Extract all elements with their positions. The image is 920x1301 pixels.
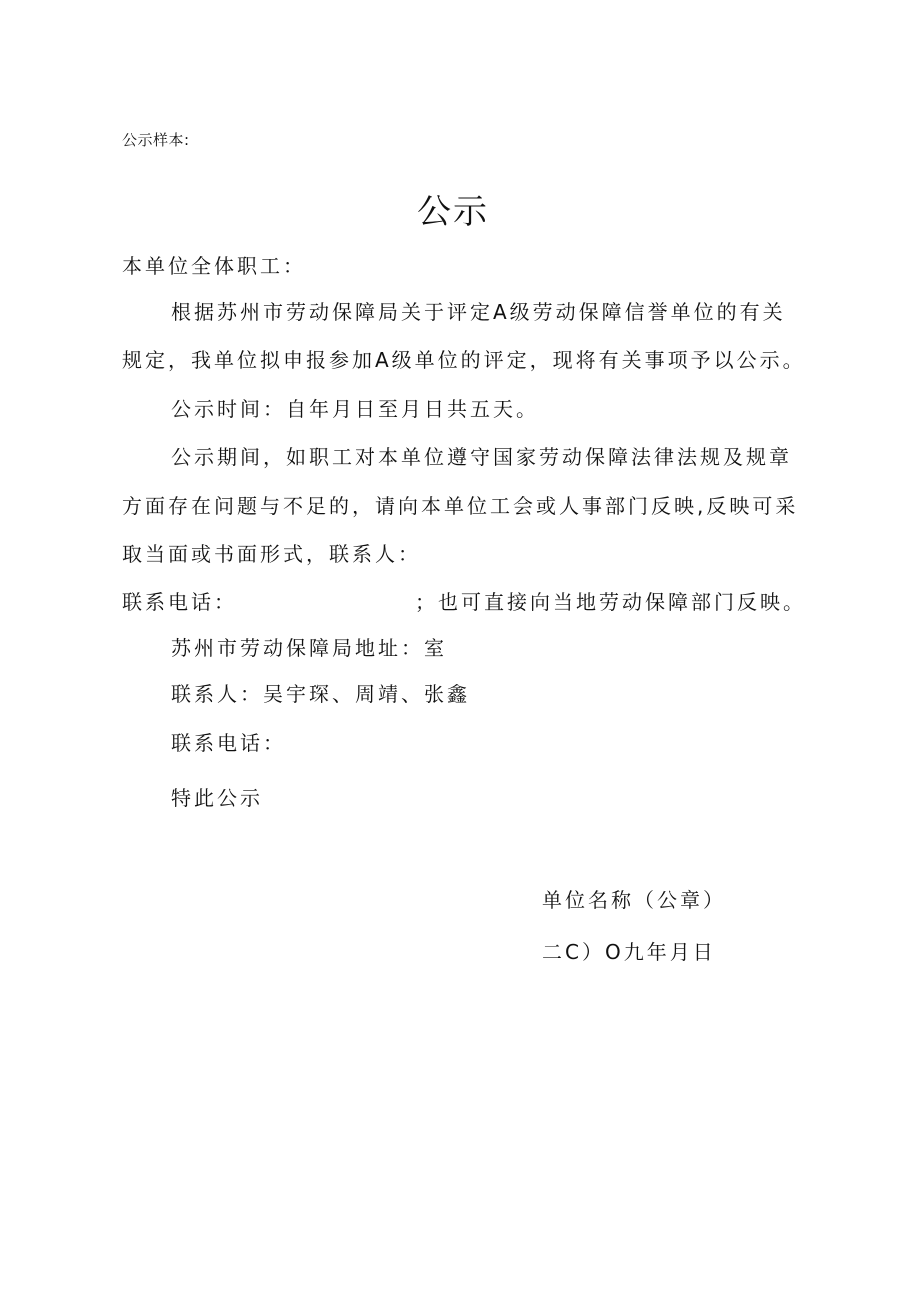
phone-line — [122, 588, 806, 616]
phone-tail: ；也可直接向当地劳动保障部门反映。 — [415, 590, 806, 614]
signature-date: 二C）O九年月日 — [542, 940, 716, 964]
closing: 特此公示 — [171, 786, 263, 810]
paragraph-2-line-1: 公示期间，如职工对本单位遵守国家劳动保障法律法规及规章 — [171, 445, 792, 469]
notice-period: 公示时间：自年月日至月日共五天。 — [171, 397, 539, 421]
sample-label: 公示样本: — [122, 131, 190, 149]
paragraph-2-line-3: 取当面或书面形式，联系人： — [122, 542, 421, 566]
paragraph-1-line-1: 根据苏州市劳动保障局关于评定A级劳动保障信誉单位的有关 — [171, 300, 786, 324]
bureau-phone: 联系电话： — [171, 731, 286, 755]
phone-label: 联系电话： — [122, 590, 237, 614]
signature-unit: 单位名称（公章） — [542, 888, 726, 912]
paragraph-1-line-2: 规定，我单位拟申报参加A级单位的评定，现将有关事项予以公示。 — [122, 348, 806, 372]
paragraph-2-line-2: 方面存在问题与不足的，请向本单位工会或人事部门反映,反映可采 — [122, 494, 799, 518]
salutation: 本单位全体职工： — [122, 254, 306, 278]
bureau-address: 苏州市劳动保障局地址：室 — [171, 636, 447, 660]
page-title: 公示 — [417, 192, 489, 232]
bureau-contacts: 联系人：吴宇琛、周靖、张鑫 — [171, 682, 470, 706]
